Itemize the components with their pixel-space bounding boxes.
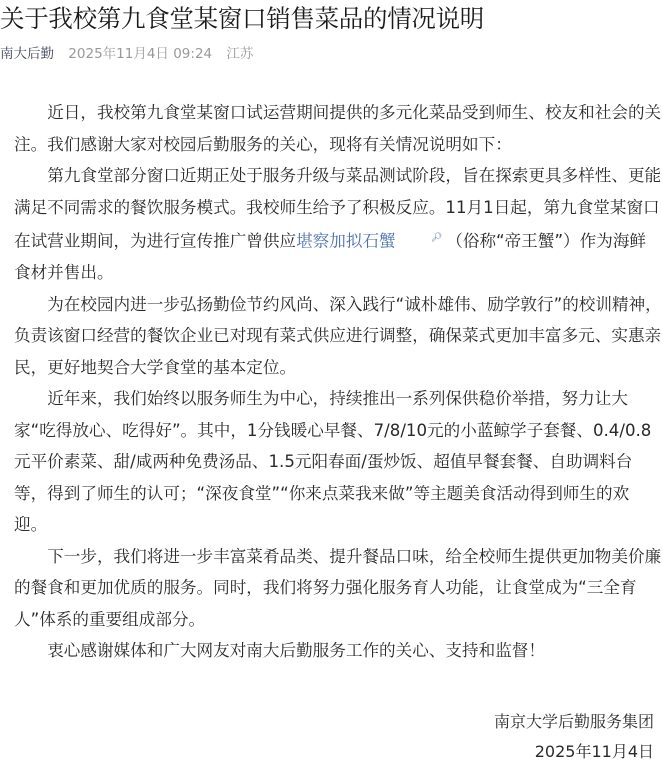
paragraph: 下一步，我们将进一步丰富菜肴品类、提升餐品口味，给全校师生提供更加物美价廉的餐食和更加优质的服务。同时，我们将努力强化服务育人功能，让食堂成为“三全育人”体系的重要组成部分。: [14, 546, 662, 629]
paragraph: 近日，我校第九食堂某窗口试运营期间提供的多元化菜品受到师生、校友和社会的关注。我们感谢大家对校园后勤服务的关心，现将有关情况说明如下：: [14, 103, 662, 154]
signature-org: 南京大学后勤服务集团: [493, 712, 654, 731]
article-title: 关于我校第九食堂某窗口销售菜品的情况说明: [0, 4, 484, 33]
publish-date: 2025年11月4日 09:24: [68, 46, 213, 62]
paragraph: 近年来，我们始终以服务师生为中心，持续推出一系列保供稳价举措，努力让大家“吃得放心、吃得好”。其中，1分钱暖心早餐、7/8/10元的小蓝鲸学子套餐、0.4/0.8元平价素菜、甜/咸两种免费汤品、1.5元阳春面/蛋炒饭、超值早餐套餐、自助调料台等，得到了师生的认可；“深夜食堂”“你来点菜我来做”等主题美食活动得到师生的欢迎。: [14, 389, 652, 535]
author-name[interactable]: 南大后勤: [0, 46, 54, 62]
paragraph: 衷心感谢媒体和广大网友对南大后勤服务工作的关心、支持和监督！: [47, 641, 545, 661]
signature-date: 2025年11月4日: [534, 742, 654, 761]
search-icon[interactable]: 🔎︎: [430, 233, 443, 243]
publish-location: 江苏: [226, 46, 254, 62]
paragraph: 为在校园内进一步弘扬勤俭节约风尚、深入践行“诚朴雄伟、励学敦行”的校训精神，负责该窗口经营的餐饮企业已对现有菜式供应进行调整，确保菜式更加丰富多元、实惠亲民，更好地契合大学食堂的基本定位。: [14, 294, 662, 377]
paragraph-text: （俗称“帝王蟹”）作为海鲜食材并售出。: [14, 231, 647, 283]
paragraph-text: 第九食堂部分窗口近期正处于服务升级与菜品测试阶段，旨在探索更具多样性、更能满足不同需求的餐饮服务模式。我校师生给予了积极反应。11月1日起，第九食堂某窗口在试营业期间，为进行宣传推广曾供应: [14, 166, 662, 251]
article-meta: [0, 45, 253, 63]
signature: [494, 707, 654, 767]
article-body: [14, 97, 662, 667]
search-link[interactable]: 堪察加拟石蟹: [296, 231, 396, 251]
paragraph: [14, 160, 662, 289]
